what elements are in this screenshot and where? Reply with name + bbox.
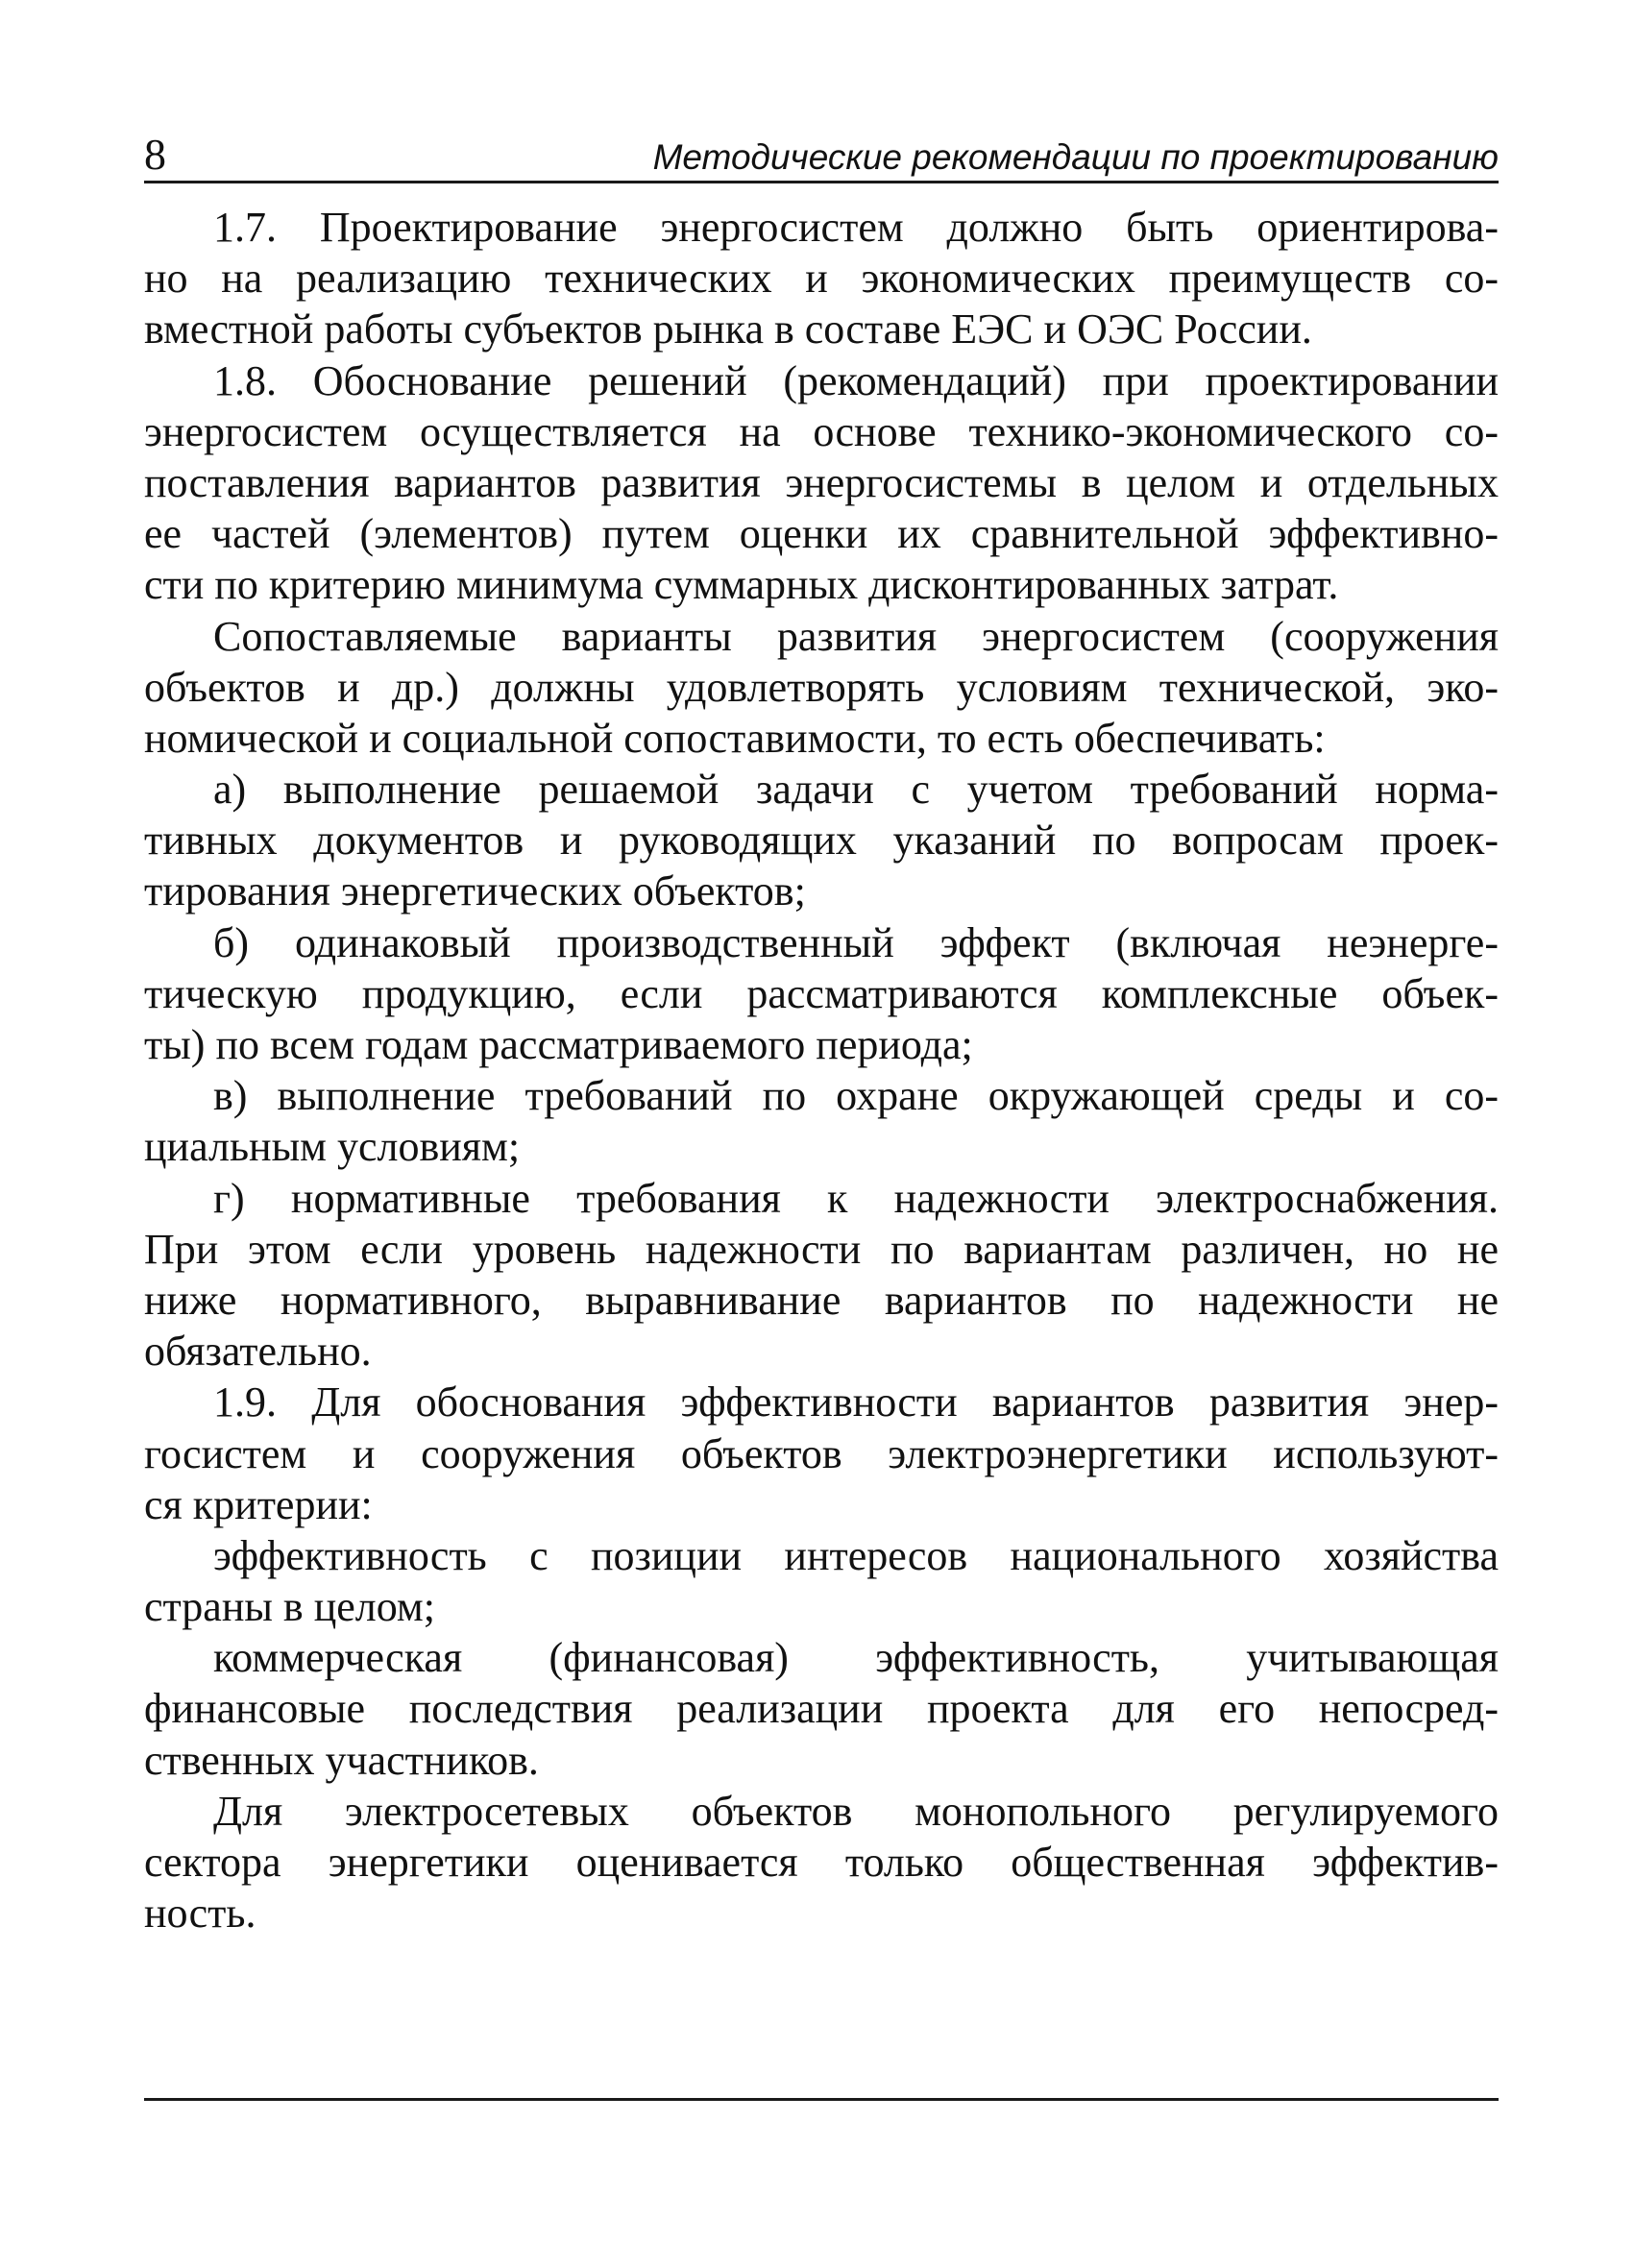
- paragraph-1-9: [144, 1377, 1499, 1530]
- list-item-g: [144, 1173, 1499, 1378]
- text-line: Сопоставляемые варианты развития энергосистем (сооружения: [213, 612, 1499, 660]
- text-line: тивных документов и руководящих указаний по вопросам проек-: [144, 817, 1499, 865]
- text-line: поставления вариантов развития энергосистемы в целом и отдельных: [144, 458, 1499, 506]
- text-line: 1.9. Для обоснования эффективности вариантов развития энер-: [213, 1378, 1499, 1427]
- text-line: объектов и др.) должны удовлетворять условиям технической, эко-: [144, 663, 1499, 711]
- text-line: страны в целом;: [144, 1583, 435, 1631]
- list-item-b: [144, 917, 1499, 1071]
- text-line: госистем и сооружения объектов электроэнергетики используют-: [144, 1429, 1499, 1477]
- text-line: 1.7. Проектирование энергосистем должно быть ориентирова-: [213, 204, 1499, 251]
- text-line: ность.: [144, 1890, 256, 1938]
- page-number: 8: [144, 130, 166, 179]
- text-line: вместной работы субъектов рынка в составе ЕЭС и ОЭС России.: [144, 305, 1312, 354]
- text-line: Для электросетевых объектов монопольного регулируемого: [213, 1787, 1499, 1835]
- running-header: [144, 123, 1499, 183]
- text-line: При этом если уровень надежности по вариантам различен, но не: [144, 1225, 1499, 1273]
- bottom-rule: [144, 2098, 1499, 2101]
- text-line: но на реализацию технических и экономических преимуществ со-: [144, 255, 1499, 303]
- paragraph-1-8: [144, 355, 1499, 611]
- body-text: [144, 202, 1499, 1939]
- text-line: ственных участников.: [144, 1736, 539, 1784]
- criterion-national-efficiency: [144, 1530, 1499, 1632]
- text-line: б) одинаковый производственный эффект (включая неэнерге-: [213, 918, 1499, 966]
- text-line: ее частей (элементов) путем оценки их сравнительной эффективно-: [144, 510, 1499, 558]
- paragraph-comparable-variants: [144, 611, 1499, 765]
- text-line: номической и социальной сопоставимости, то есть обеспечивать:: [144, 714, 1326, 762]
- text-line: тирования энергетических объектов;: [144, 867, 806, 915]
- paragraph-grid-objects: [144, 1786, 1499, 1939]
- text-line: ся критерии:: [144, 1480, 373, 1528]
- list-item-a: [144, 764, 1499, 917]
- text-line: ниже нормативного, выравнивание вариантов по надежности не: [144, 1276, 1499, 1324]
- running-title: Методические рекомендации по проектированию: [652, 137, 1499, 177]
- text-line: 1.8. Обоснование решений (рекомендаций) при проектировании: [213, 356, 1499, 404]
- text-line: циальным условиям;: [144, 1123, 521, 1171]
- text-line: г) нормативные требования к надежности электроснабжения.: [213, 1174, 1499, 1222]
- text-line: сти по критерию минимума суммарных дисконтированных затрат.: [144, 561, 1339, 609]
- text-line: энергосистем осуществляется на основе технико-экономического со-: [144, 407, 1499, 455]
- text-line: финансовые последствия реализации проекта для его непосред-: [144, 1685, 1499, 1733]
- text-line: а) выполнение решаемой задачи с учетом требований норма-: [213, 766, 1499, 814]
- text-line: ты) по всем годам рассматриваемого периода;: [144, 1021, 973, 1068]
- text-line: сектора энергетики оценивается только общественная эффектив-: [144, 1839, 1499, 1886]
- list-item-v: [144, 1070, 1499, 1172]
- criterion-commercial-efficiency: [144, 1632, 1499, 1786]
- text-line: в) выполнение требований по охране окружающей среды и со-: [213, 1072, 1499, 1120]
- paragraph-1-7: [144, 202, 1499, 355]
- text-line: эффективность с позиции интересов национального хозяйства: [213, 1531, 1499, 1579]
- text-line: обязательно.: [144, 1328, 372, 1376]
- text-line: тическую продукцию, если рассматриваются комплексные объек-: [144, 969, 1499, 1017]
- text-line: коммерческая (финансовая) эффективность, учитывающая: [213, 1634, 1499, 1682]
